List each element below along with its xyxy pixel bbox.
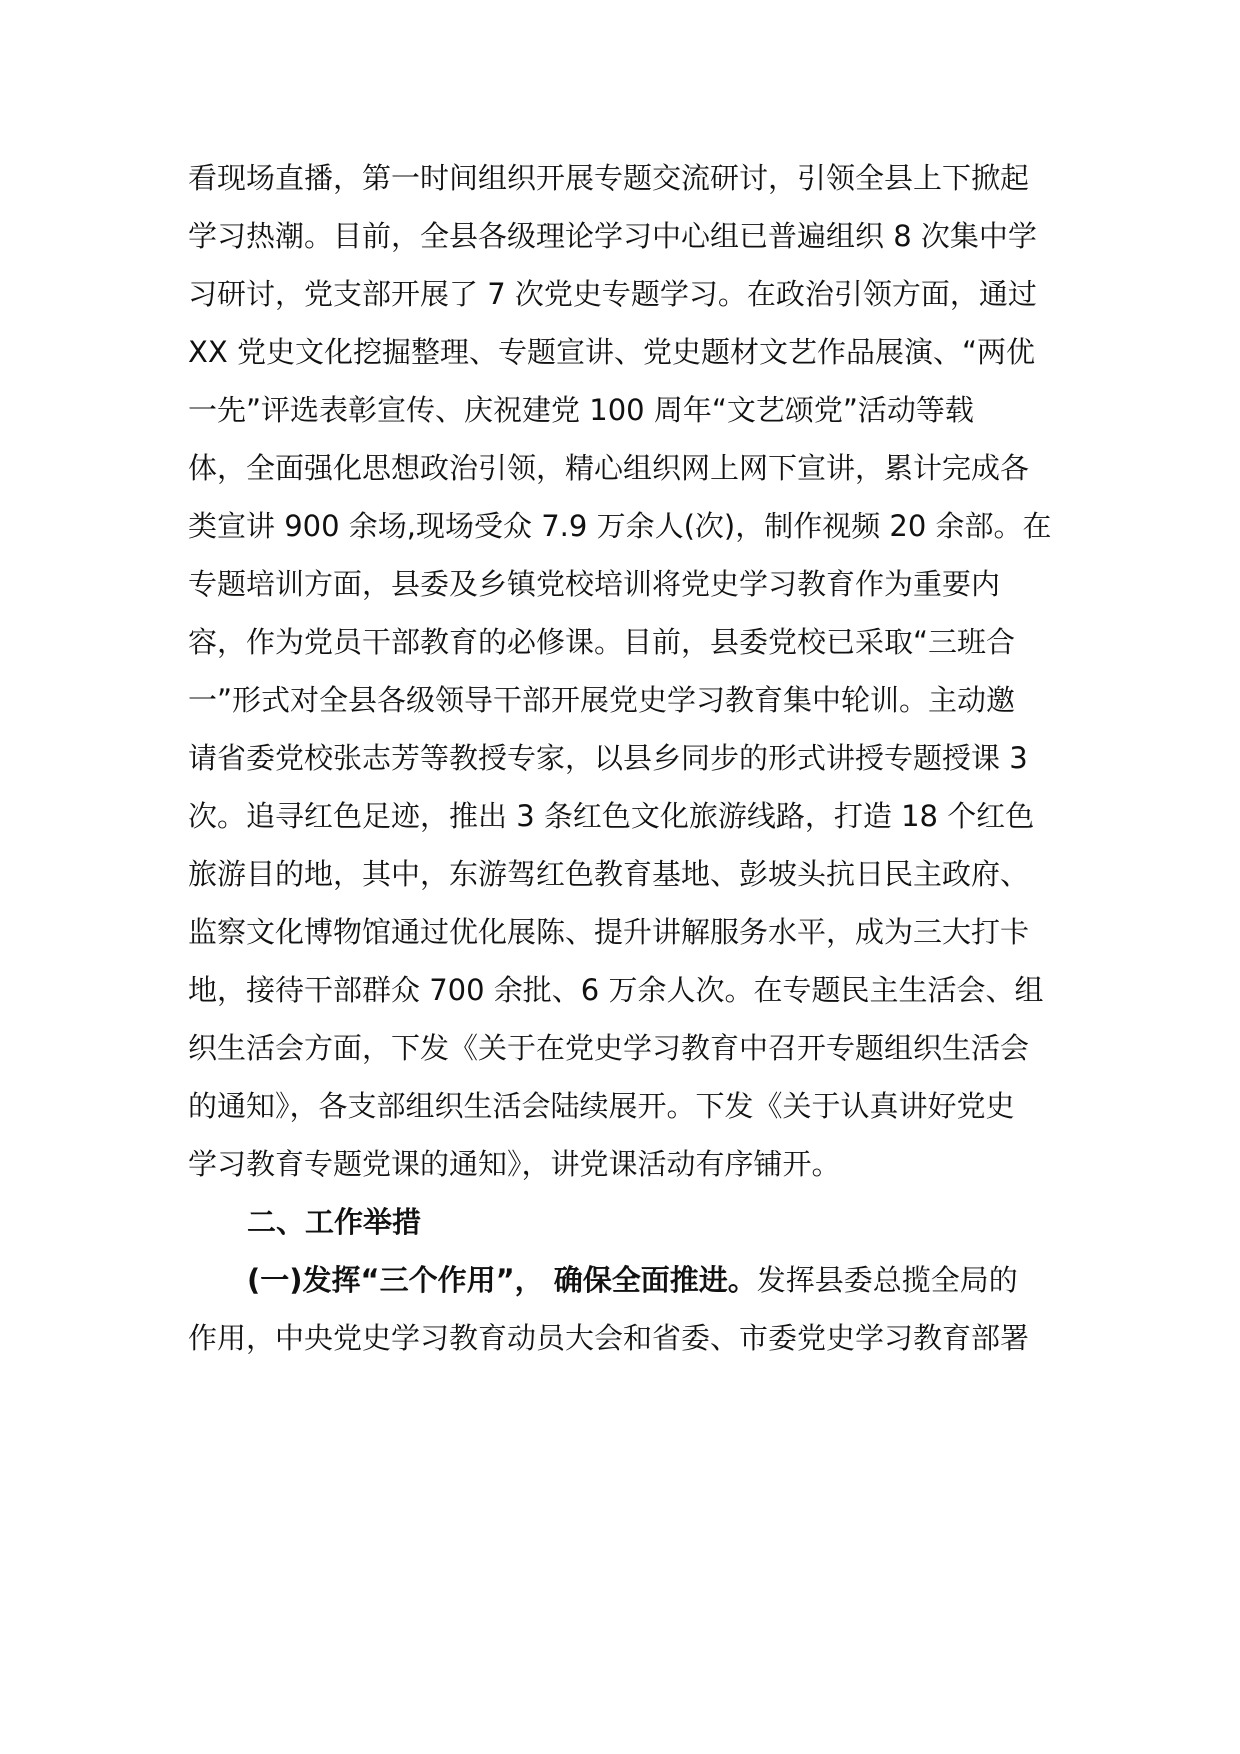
- body-line: 旅游目的地，其中，东游驾红色教育基地、彭坡头抗日民主政府、: [188, 857, 1030, 891]
- subsection-text: 发挥县委总揽全局的: [756, 1263, 1018, 1297]
- body-line: 一”形式对全县各级领导干部开展党史学习教育集中轮训。主动邀: [188, 683, 1016, 717]
- body-line: 习研讨，党支部开展了 7 次党史专题学习。在政治引领方面，通过: [188, 277, 1037, 311]
- body-line: 体，全面强化思想政治引领，精心组织网上网下宣讲，累计完成各: [188, 451, 1030, 485]
- body-line: 监察文化博物馆通过优化展陈、提升讲解服务水平，成为三大打卡: [188, 915, 1030, 949]
- body-line: 次。追寻红色足迹，推出 3 条红色文化旅游线路，打造 18 个红色: [188, 799, 1035, 833]
- body-line: 作用，中央党史学习教育动员大会和省委、市委党史学习教育部署: [188, 1321, 1030, 1355]
- body-line: 请省委党校张志芳等教授专家，以县乡同步的形式讲授专题授课 3: [188, 741, 1028, 775]
- subsection-first-line: [247, 1260, 1058, 1300]
- body-line: 地，接待干部群众 700 余批、6 万余人次。在专题民主生活会、组: [188, 973, 1044, 1007]
- body-line: 织生活会方面，下发《关于在党史学习教育中召开专题组织生活会: [188, 1031, 1030, 1065]
- body-line: 类宣讲 900 余场,现场受众 7.9 万余人(次)，制作视频 20 余部。在: [188, 509, 1052, 543]
- body-line: 学习热潮。目前，全县各级理论学习中心组已普遍组织 8 次集中学: [188, 219, 1037, 253]
- body-line: XX 党史文化挖掘整理、专题宣讲、党史题材文艺作品展演、“两优: [188, 335, 1035, 369]
- body-line: 看现场直播，第一时间组织开展专题交流研讨，引领全县上下掀起: [188, 161, 1030, 195]
- body-line: 容，作为党员干部教育的必修课。目前，县委党校已采取“三班合: [188, 625, 1016, 659]
- body-line: 一先”评选表彰宣传、庆祝建党 100 周年“文艺颂党”活动等载: [188, 393, 974, 427]
- body-line: 学习教育专题党课的通知》，讲党课活动有序铺开。: [188, 1147, 841, 1181]
- body-line: 的通知》，各支部组织生活会陆续展开。下发《关于认真讲好党史: [188, 1089, 1015, 1123]
- section-heading: 二、工作举措: [247, 1205, 422, 1239]
- body-line: 专题培训方面，县委及乡镇党校培训将党史学习教育作为重要内: [188, 567, 1001, 601]
- subsection-lead: (一)发挥“三个作用”， 确保全面推进。: [247, 1263, 757, 1297]
